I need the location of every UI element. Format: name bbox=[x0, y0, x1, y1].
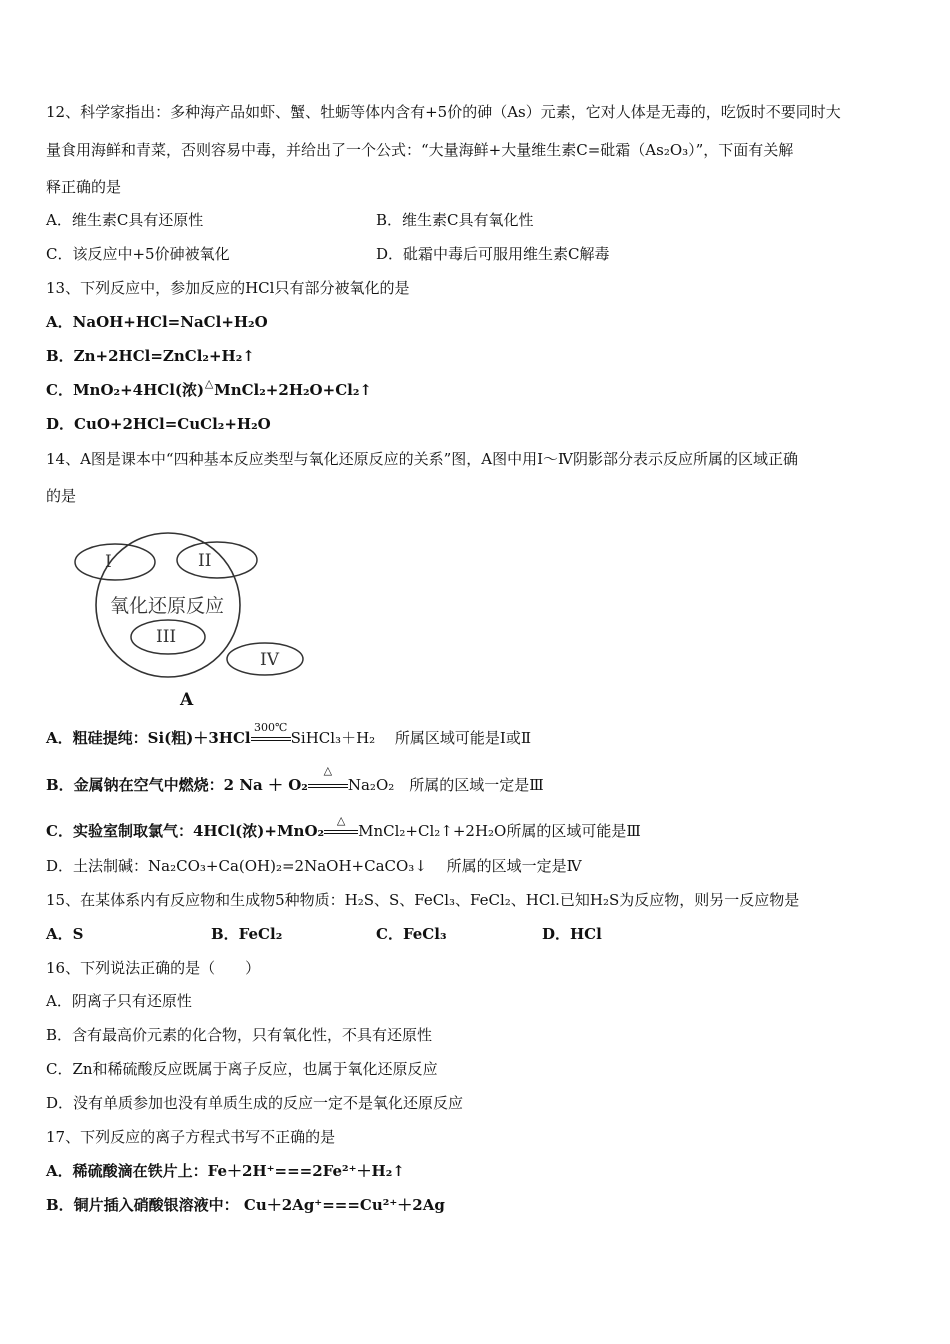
q13-option-a: A．NaOH+HCl=NaCl+H₂O bbox=[46, 313, 268, 331]
q14-option-d: D．土法制碱：Na₂CO₃+Ca(OH)₂=2NaOH+CaCO₃↓ 所属的区域一定是Ⅳ bbox=[46, 857, 582, 875]
q17-option-a: A．稀硫酸滴在铁片上：Fe＋2H⁺===2Fe²⁺＋H₂↑ bbox=[46, 1162, 405, 1180]
q12-stem-line1: 12、科学家指出：多种海产品如虾、蟹、牡蛎等体内含有+5价的砷（As）元素，它对人体是无毒的，吃饭时不要同时大 bbox=[46, 103, 841, 121]
q14-stem-line2: 的是 bbox=[46, 487, 77, 505]
q14-a-condition bbox=[251, 721, 291, 748]
q16-option-a: A．阴离子只有还原性 bbox=[46, 992, 192, 1010]
q14-option-a-right: SiHCl₃＋H₂ 所属区域可能是Ⅰ或Ⅱ bbox=[290, 729, 532, 747]
q16-option-c: C．Zn和稀硫酸反应既属于离子反应，也属于氧化还原反应 bbox=[46, 1060, 438, 1078]
region-ii-ellipse bbox=[177, 542, 257, 578]
q13-option-c-left: C．MnO₂+4HCl(浓) bbox=[46, 381, 205, 399]
q16-option-b: B．含有最高价元素的化合物，只有氧化性，不具有还原性 bbox=[46, 1026, 433, 1044]
q12-stem-line2: 量食用海鲜和青菜，否则容易中毒，并给出了一个公式：“大量海鲜+大量维生素C=砒霜（As₂O₃）”，下面有关解 bbox=[46, 141, 794, 159]
q15-option-b: B．FeCl₂ bbox=[211, 925, 283, 943]
redox-circle-label: 氧化还原反应 bbox=[110, 595, 225, 617]
q14-option-c-right: MnCl₂+Cl₂↑+2H₂O所属的区域可能是Ⅲ bbox=[358, 822, 641, 840]
region-ii-label: II bbox=[198, 551, 212, 571]
q13-c-condition bbox=[204, 377, 214, 400]
q14-c-condition-text: △ bbox=[336, 814, 346, 827]
q15-stem: 15、在某体系内有反应物和生成物5种物质：H₂S、S、FeCl₃、FeCl₂、HCl.已知H₂S为反应物，则另一反应物是 bbox=[46, 891, 800, 909]
q14-option-a bbox=[46, 721, 532, 748]
q17-option-b: B．铜片插入硝酸银溶液中： Cu＋2Ag⁺===Cu²⁺＋2Ag bbox=[46, 1196, 445, 1214]
q13-c-condition-text: △ bbox=[204, 377, 214, 390]
q12-option-d: D．砒霜中毒后可服用维生素C解毒 bbox=[376, 245, 610, 263]
region-iv-label: IV bbox=[260, 650, 279, 670]
q14-option-b-right: Na₂O₂ 所属的区域一定是Ⅲ bbox=[347, 776, 544, 794]
q16-option-d: D．没有单质参加也没有单质生成的反应一定不是氧化还原反应 bbox=[46, 1094, 464, 1112]
q13-option-b: B．Zn+2HCl=ZnCl₂+H₂↑ bbox=[46, 347, 255, 365]
q13-option-c bbox=[46, 377, 372, 400]
q15-option-c: C．FeCl₃ bbox=[376, 925, 447, 943]
q14-option-c-left: C．实验室制取氯气：4HCl(浓)+MnO₂ bbox=[46, 822, 325, 840]
q14-figure-a bbox=[70, 530, 310, 710]
q14-b-condition-text: △ bbox=[323, 764, 333, 777]
q15-option-a: A．S bbox=[46, 925, 84, 943]
q16-stem: 16、下列说法正确的是（ ） bbox=[46, 959, 261, 977]
q14-c-condition bbox=[324, 814, 358, 841]
q14-option-c bbox=[46, 814, 641, 841]
q17-stem: 17、下列反应的离子方程式书写不正确的是 bbox=[46, 1128, 336, 1146]
region-iii-label: III bbox=[156, 627, 177, 647]
q12-option-c: C．该反应中+5价砷被氧化 bbox=[46, 245, 230, 263]
q12-stem-line3: 释正确的是 bbox=[46, 178, 122, 196]
q13-stem: 13、下列反应中，参加反应的HCl只有部分被氧化的是 bbox=[46, 279, 410, 297]
q14-stem-line1: 14、A图是课本中“四种基本反应类型与氧化还原反应的关系”图，A图中用Ⅰ～Ⅳ阴影部分表示反应所属的区域正确 bbox=[46, 450, 799, 468]
figure-caption: A bbox=[180, 690, 194, 710]
q14-a-condition-text: 300℃ bbox=[253, 721, 288, 734]
q13-option-c-right: MnCl₂+2H₂O+Cl₂↑ bbox=[214, 381, 372, 399]
region-i-label: I bbox=[105, 552, 112, 572]
q12-option-a: A．维生素C具有还原性 bbox=[46, 211, 204, 229]
q14-b-equals bbox=[308, 784, 348, 788]
q12-option-b: B．维生素C具有氧化性 bbox=[376, 211, 534, 229]
q14-option-b bbox=[46, 764, 544, 795]
q15-option-d: D．HCl bbox=[542, 925, 602, 943]
q13-option-d: D．CuO+2HCl=CuCl₂+H₂O bbox=[46, 415, 271, 433]
q14-b-condition bbox=[308, 764, 348, 795]
q14-option-b-left: B．金属钠在空气中燃烧：2 Na ＋ O₂ bbox=[46, 776, 308, 794]
region-i-ellipse bbox=[75, 544, 155, 580]
q14-option-a-left: A．粗硅提纯：Si(粗)＋3HCl bbox=[46, 729, 251, 747]
